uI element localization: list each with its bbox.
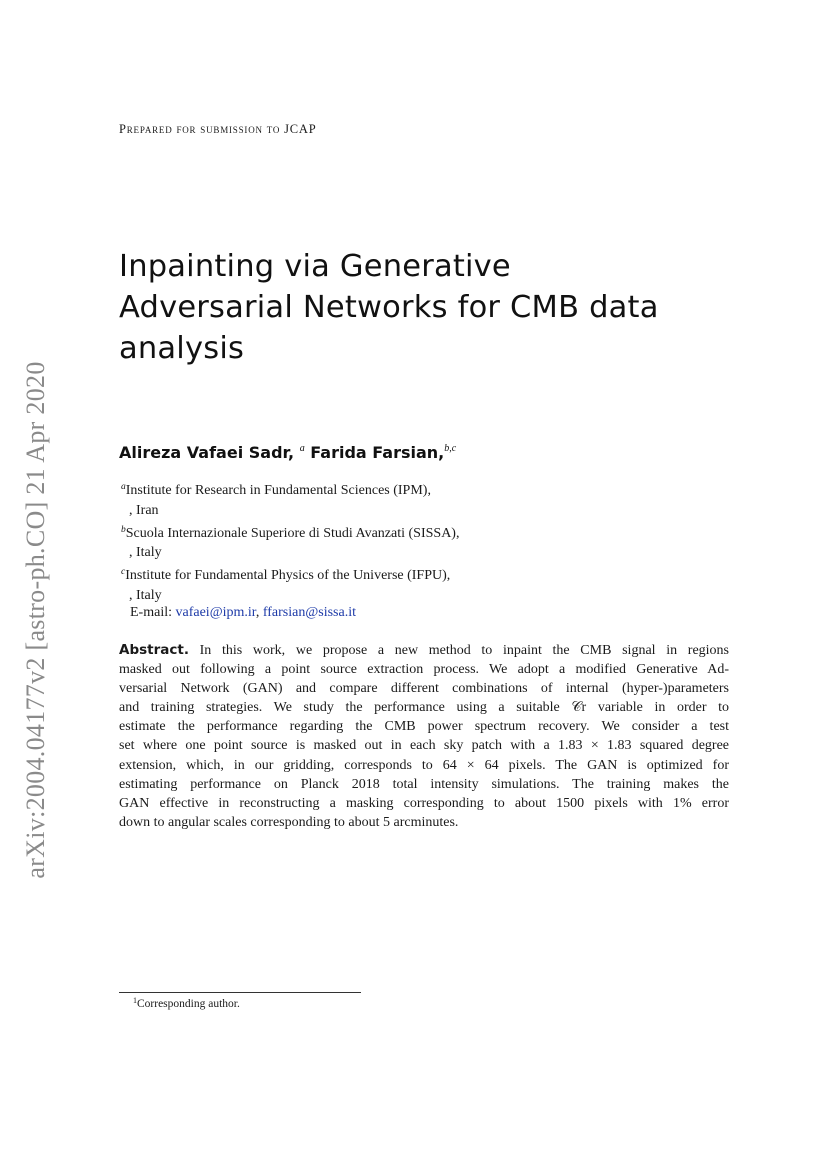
journal-header: [119, 122, 316, 137]
affiliation-marker: c: [121, 567, 126, 578]
author-list: [119, 443, 456, 462]
affiliation-marker: b: [121, 524, 126, 535]
affiliation-list: [121, 478, 459, 606]
title-line: Adversarial Networks for CMB data: [119, 290, 659, 325]
affiliation-name: Institute for Research in Fundamental Sciences (IPM),: [125, 483, 431, 498]
abstract-line: set where one point source is masked out in each sky patch with a 1.83 × 1.83 squared degree: [119, 738, 729, 754]
affiliation-item: [121, 521, 459, 544]
abstract-line: extension, which, in our gridding, corresponds to 64 × 64 pixels. The GAN is optimized for: [119, 757, 729, 773]
abstract-text: In this work, we propose a new method to inpaint the CMB signal in regions: [199, 643, 730, 658]
affiliation-name: Institute for Fundamental Physics of the Universe (IFPU),: [125, 568, 451, 584]
affiliation-marker: b,c: [444, 443, 457, 454]
abstract-line: estimate the performance regarding the CMB power spectrum recovery. We consider a test: [119, 719, 729, 735]
footnote-marker: 1: [133, 996, 137, 1005]
abstract-line: and training strategies. We study the performance using a suitable 𝒞r variable in order to: [119, 700, 729, 716]
title-line: Inpainting via Generative: [119, 249, 511, 284]
footnote-text: Corresponding author.: [137, 998, 240, 1010]
abstract-line: versarial Network (GAN) and compare different combinations of internal (hyper-)parameters: [119, 681, 729, 697]
paper-title: [119, 246, 759, 369]
affiliation-item: [121, 563, 459, 586]
abstract: [119, 641, 729, 832]
abstract-line: masked out following a point source extraction process. We adopt a modified Generative Ad-: [119, 662, 729, 678]
affiliation-marker: a: [121, 482, 126, 492]
abstract-label: Abstract.: [119, 642, 189, 658]
journal-header-text: Prepared for submission to JCAP: [119, 122, 317, 136]
footnote-divider: [119, 992, 361, 993]
arxiv-identifier[interactable]: arXiv:2004.04177v2 [astro-ph.CO] 21 Apr 2020: [21, 361, 50, 879]
abstract-line: down to angular scales corresponding to about 5 arcminutes.: [119, 814, 459, 830]
email-label: E-mail:: [130, 605, 172, 620]
affiliation-location: , Iran: [129, 502, 159, 518]
abstract-line: [119, 641, 729, 660]
affiliation-item: [121, 478, 459, 501]
email-link[interactable]: ffarsian@sissa.it: [262, 605, 356, 620]
affiliation-name: Scuola Internazionale Superiore di Studi Avanzati (SISSA),: [125, 525, 460, 541]
affiliation-marker: a: [299, 443, 305, 454]
title-line: analysis: [119, 331, 245, 366]
footnote: [133, 996, 240, 1010]
affiliation-location: , Italy: [129, 545, 162, 561]
email-line: [130, 605, 356, 621]
email-separator: ,: [255, 605, 260, 620]
abstract-line: GAN effective in reconstructing a masking corresponding to about 1500 pixels with 1% error: [119, 795, 729, 811]
author-name: Alireza Vafaei Sadr,: [119, 443, 295, 462]
affiliation-location: , Italy: [129, 587, 162, 603]
email-link[interactable]: vafaei@ipm.ir: [175, 605, 256, 620]
author-name: Farida Farsian,: [310, 443, 445, 462]
abstract-line: estimating performance on Planck 2018 total intensity simulations. The training makes the: [119, 776, 729, 792]
